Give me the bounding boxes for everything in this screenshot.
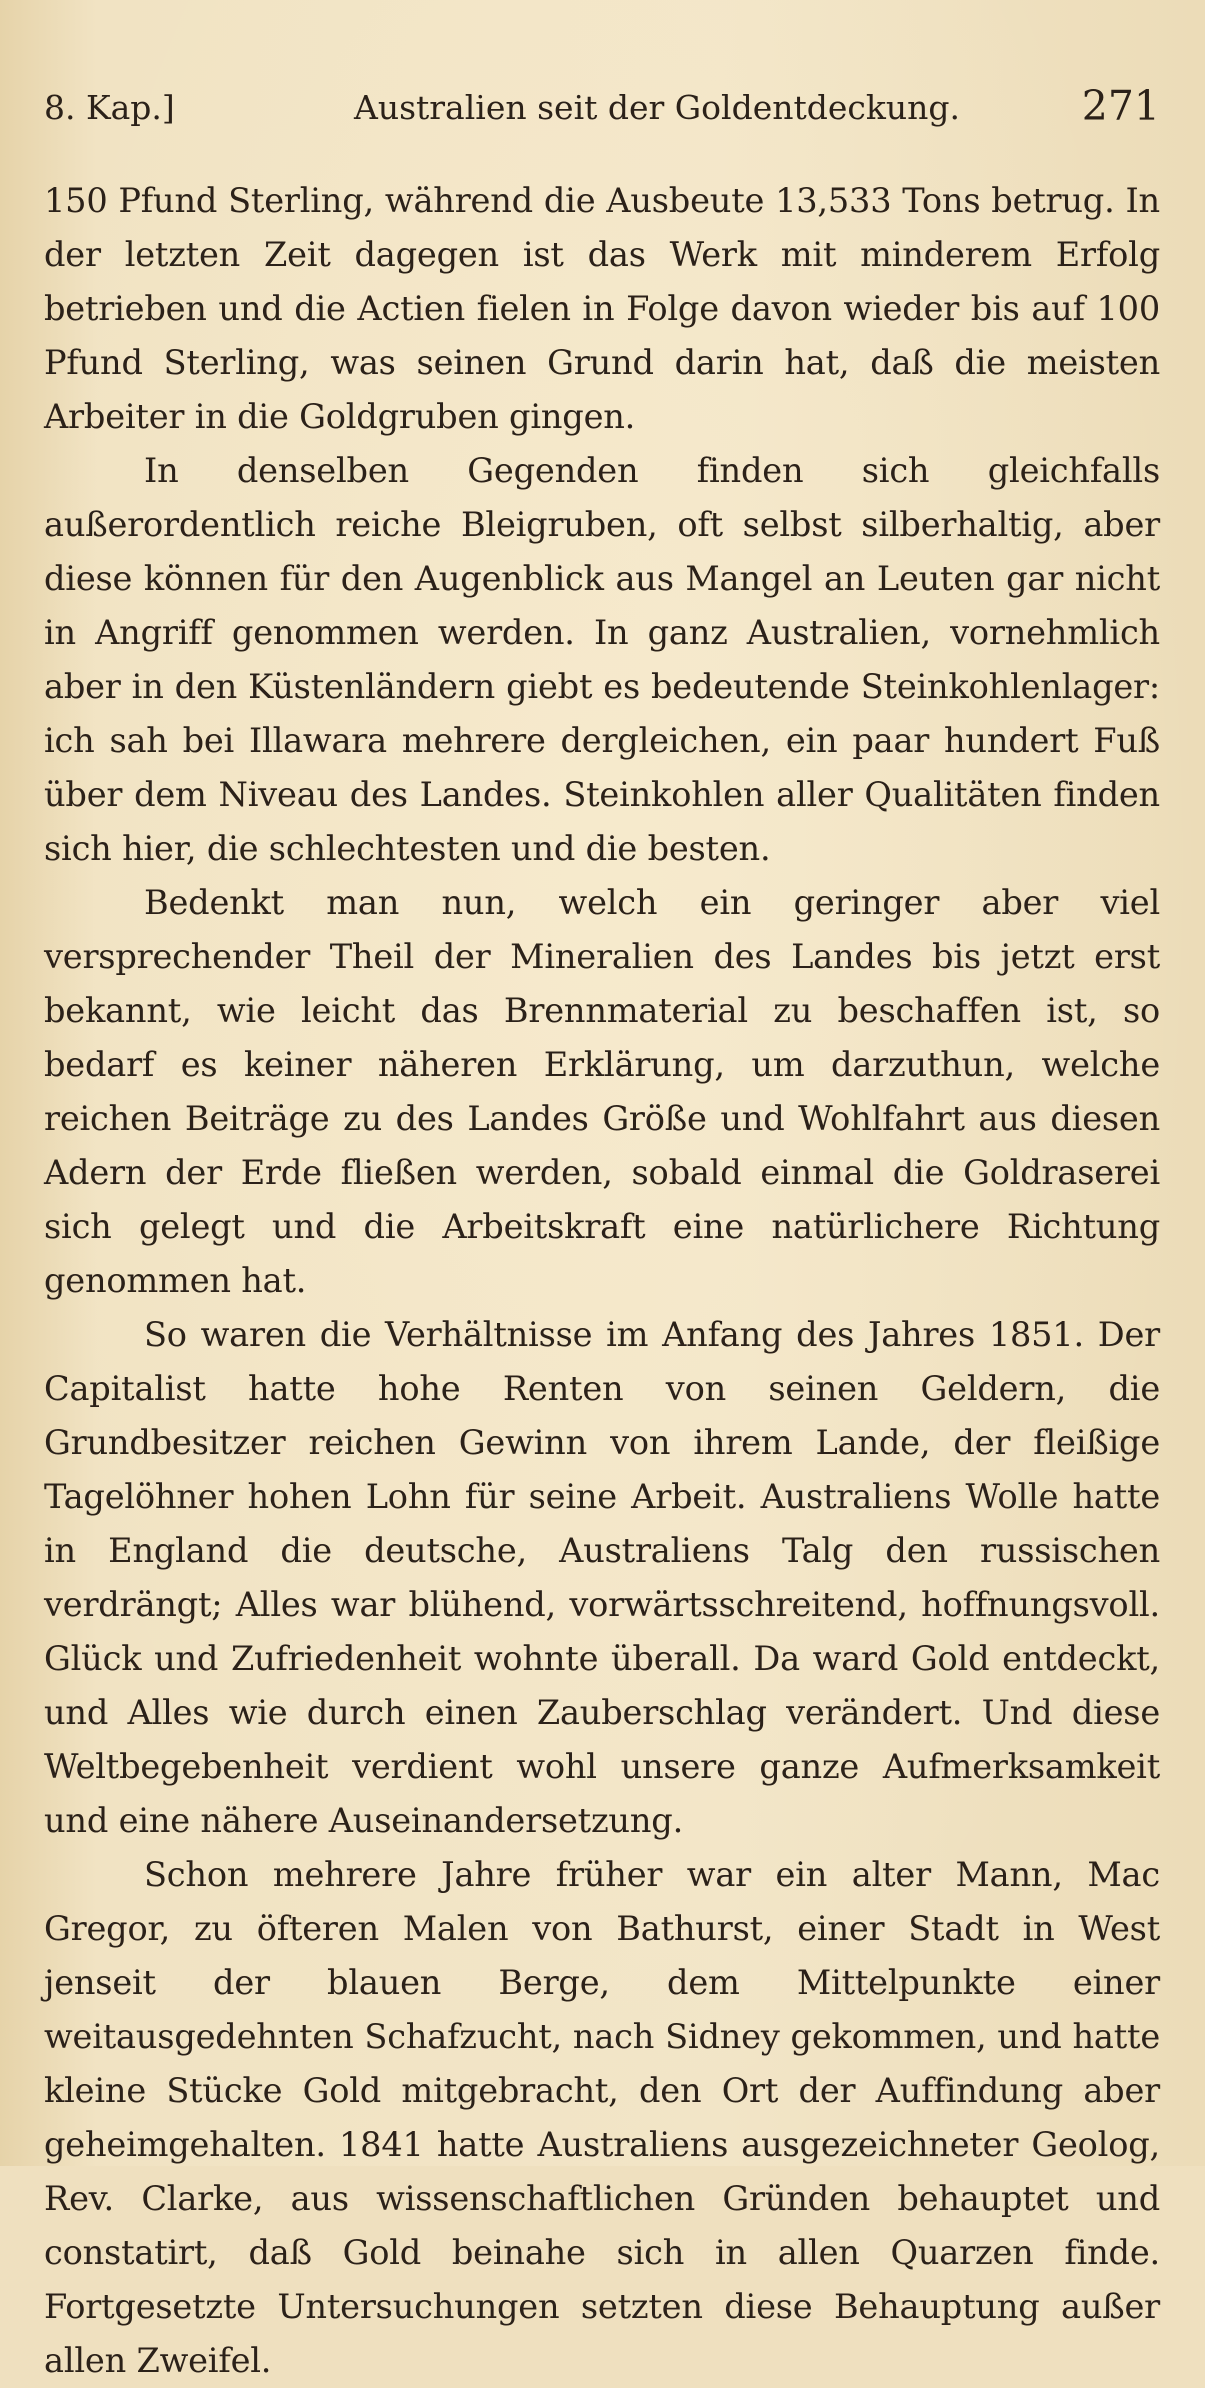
paragraph: Bedenkt man nun, welch ein geringer aber viel versprechender Theil der Mineralien des Landes bis jetzt erst bekannt, wie leicht das Brennmaterial zu beschaffen ist, so bedarf es keiner näheren Erklärung, um darzuthun, welche reichen Beiträge zu des Landes Größe und Wohlfahrt aus diesen Adern der Erde fließen werden, sobald einmal die Goldraserei sich gelegt und die Arbeitskraft eine natürlichere Richtung genommen hat. (44, 883, 1160, 1300)
chapter-marker: 8. Kap.] (44, 88, 175, 127)
body-text (44, 174, 1160, 2388)
running-head (44, 82, 1160, 140)
paragraph: So waren die Verhältnisse im Anfang des Jahres 1851. Der Capitalist hatte hohe Renten von seinen Geldern, die Grundbesitzer reichen Gewinn von ihrem Lande, der fleißige Tagelöhner hohen Lohn für seine Arbeit. Australiens Wolle hatte in England die deutsche, Australiens Talg den russischen verdrängt; Alles war blühend, vorwärtsschreitend, hoffnungsvoll. Glück und Zufriedenheit wohnte überall. Da ward Gold entdeckt, und Alles wie durch einen Zauberschlag verändert. Und diese Weltbegebenheit verdient wohl unsere ganze Aufmerksamkeit und eine nähere Auseinandersetzung. (44, 1315, 1160, 1840)
running-title: Australien seit der Goldentdeckung. (354, 88, 961, 127)
paragraph: In denselben Gegenden finden sich gleichfalls außerordentlich reiche Bleigruben, oft selbst silberhaltig, aber diese können für den Augenblick aus Mangel an Leuten gar nicht in Angriff genommen werden. In ganz Australien, vornehmlich aber in den Küstenländern giebt es bedeutende Steinkohlenlager: ich sah bei Illawara mehrere dergleichen, ein paar hundert Fuß über dem Niveau des Landes. Steinkohlen aller Qualitäten finden sich hier, die schlechtesten und die besten. (44, 451, 1160, 868)
paragraph: Schon mehrere Jahre früher war ein alter Mann, Mac Gregor, zu öfteren Malen von Bathurst, einer Stadt in West jenseit der blauen Berge, dem Mittelpunkte einer weitausgedehnten Schafzucht, nach Sidney gekommen, und hatte kleine Stücke Gold mitgebracht, den Ort der Auffindung aber geheimgehalten. 1841 hatte Australiens ausgezeichneter Geolog, Rev. Clarke, aus wissenschaftlichen Gründen behauptet und constatirt, daß Gold beinahe sich in allen Quarzen finde. Fortgesetzte Untersuchungen setzten diese Behauptung außer allen Zweifel. (44, 1855, 1160, 2380)
page-number: 271 (1081, 82, 1160, 130)
paragraph: 150 Pfund Sterling, während die Ausbeute 13,533 Tons betrug. In der letzten Zeit dagegen ist das Werk mit minderem Erfolg betrieben und die Actien fielen in Folge davon wieder bis auf 100 Pfund Sterling, was seinen Grund darin hat, daß die meisten Arbeiter in die Goldgruben gingen. (44, 181, 1160, 436)
